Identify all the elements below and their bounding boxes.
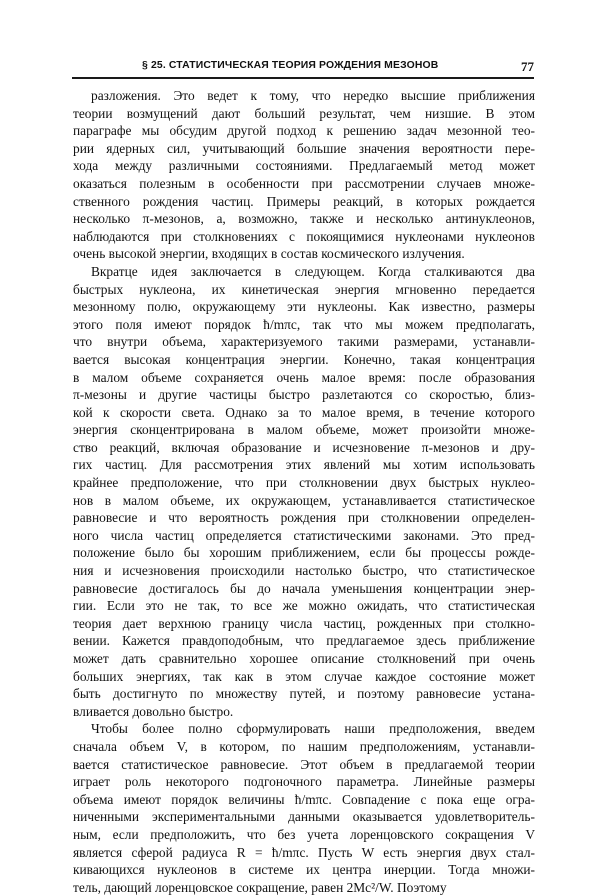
header-rule (72, 77, 534, 79)
text-line: Чтобы более полно сформулировать наши предположения, введем (91, 721, 535, 737)
text-line: ство реакций, включая образование и исчезновение π-мезонов и дру- (73, 439, 535, 455)
text-line: ственного рождения частиц. Примеры реакций, в которых рождается (73, 193, 535, 209)
text-line: объема имеют порядок величины ħ/mπc. Совпадение с пока еще огра- (73, 791, 535, 807)
text-line: ного числа частиц определяется статистическими законами. Это пред- (73, 527, 535, 543)
paragraph (73, 263, 535, 720)
text-line: рии ядерных сил, учитывающий большие значения вероятности пере- (73, 140, 535, 156)
page-number: 77 (521, 59, 534, 74)
text-line: является сферой радиуса R = ħ/mπc. Пусть W есть энергия двух стал- (73, 844, 535, 860)
text-line: теории возмущений дают больший результат, чем низшие. В этом (73, 105, 535, 121)
text-line: сначала объем V, в котором, по нашим предположениям, устанавли- (73, 738, 535, 754)
text-line: тель, дающий лоренцовское сокращение, равен 2Mc²/W. Поэтому (73, 879, 447, 895)
text-line: ниченными экспериментальными данными оказывается удовлетворитель- (73, 809, 535, 825)
text-line: π-мезоны и другие частицы быстро разлетаются со скоростью, близ- (73, 387, 535, 403)
text-line: быть достигнуто по множеству путей, и поэтому равновесие устана- (73, 686, 535, 702)
paragraph (73, 720, 535, 896)
text-line: этого поля имеют порядок ħ/mπc, так что мы можем предполагать, (73, 316, 535, 332)
text-line: хода между различными состояниями. Предлагаемый метод может (73, 158, 535, 174)
text-line: наблюдаются при столкновениях с покоящимися нуклеонами нуклеонов (73, 228, 535, 244)
running-title: § 25. СТАТИСТИЧЕСКАЯ ТЕОРИЯ РОЖДЕНИЯ МЕЗОНОВ (142, 60, 439, 71)
text-line: вливается довольно быстро. (73, 703, 234, 719)
text-line: вается высокая концентрация энергии. Конечно, такая концентрация (73, 351, 535, 367)
text-line: Вкратце идея заключается в следующем. Когда сталкиваются два (91, 263, 535, 279)
text-line: вается статистическое равновесие. Этот объем в предлагаемой теории (73, 756, 535, 772)
text-line: несколько π-мезонов, а, возможно, также и несколько антинуклеонов, (73, 211, 535, 227)
text-line: параграфе мы обсудим другой подход к решению задач мезонной тео- (73, 123, 535, 139)
text-line: кой к скорости света. Однако за то малое время, в течение которого (73, 404, 535, 420)
text-line: нов в малом объеме, их окружающем, устанавливается статистическое (73, 492, 535, 508)
text-line: крайнее предположение, что при столкновении двух быстрых нуклео- (73, 475, 535, 491)
text-line: может дать сравнительно хорошее описание столкновений при очень (73, 651, 535, 666)
text-line: разложения. Это ведет к тому, что нередко высшие приближения (91, 88, 535, 103)
text-line: мезонному полю, окружающему эти нуклеоны. Как известно, размеры (73, 299, 535, 315)
text-line: быстрых нуклеона, их кинетическая энергия мгновенно передается (73, 281, 535, 297)
text-line: ным, если предположить, что без учета лоренцовского сокращения V (73, 826, 535, 842)
text-line: кивающихся нуклеонов в системе их центра инерции. Тогда множи- (73, 862, 535, 878)
text-line: энергия сконцентрирована в малом объеме, может произойти множе- (73, 422, 535, 438)
text-line: теория дает верхнюю границу числа частиц, рожденных при столкно- (73, 615, 535, 631)
text-line: положение было бы хорошим приближением, если бы процессы рожде- (73, 545, 535, 561)
text-line: ния и исчезновения происходили настолько быстро, что статистическое (73, 563, 535, 579)
running-head (72, 56, 534, 78)
text-line: гии. Если это не так, то все же можно ожидать, что статистическая (73, 598, 535, 614)
text-line: равновесие достигалось бы до начала уменьшения концентрации энер- (73, 580, 535, 596)
text-line: оказаться полезным в особенности при рассмотрении случаев множе- (73, 175, 535, 191)
text-line: гих частиц. Для рассмотрения этих явлений мы хотим использовать (73, 457, 535, 473)
text-line: больших энергиях, так как в этом случае каждое состояние может (73, 668, 535, 684)
text-line: равновесие и что вероятность рождения при столкновении определен- (73, 510, 535, 526)
paragraph (73, 87, 535, 263)
text-line: играет роль некоторого подгоночного параметра. Линейные размеры (73, 774, 535, 790)
body-text (73, 87, 535, 896)
text-line: вении. Кажется правдоподобным, что предлагаемое здесь приближение (73, 633, 535, 649)
text-line: в малом объеме сохраняется очень малое время: после образования (73, 369, 535, 385)
text-line: что внутри объема, характеризуемого такими размерами, устанавли- (73, 334, 535, 350)
text-line: очень высокой энергии, входящих в состав космического излучения. (73, 246, 465, 262)
